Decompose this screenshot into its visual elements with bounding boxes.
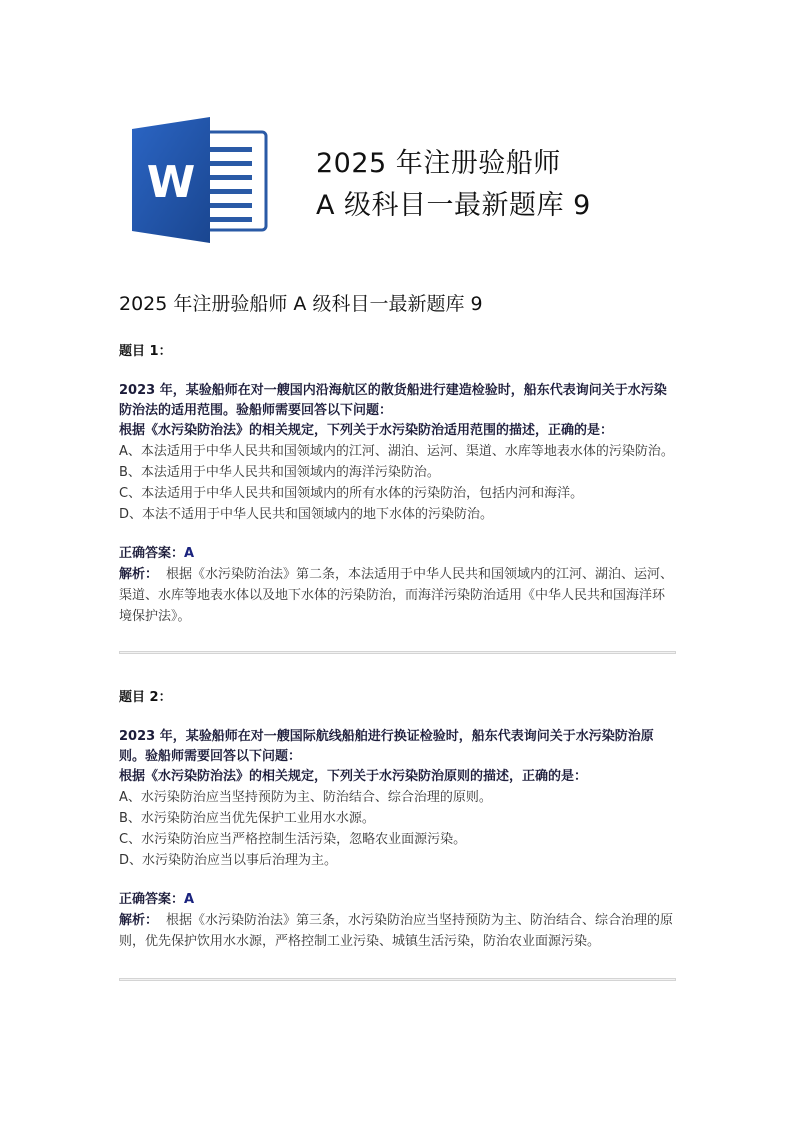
analysis bbox=[119, 564, 676, 627]
correct-answer bbox=[119, 890, 676, 910]
answer-value: A bbox=[184, 546, 195, 561]
question-stem: 2023 年，某验船师在对一艘国际航线船舶进行换证检验时，船东代表询问关于水污染防治原则。验船师需要回答以下问题： bbox=[119, 729, 654, 764]
cover-title-line2: A 级科目一最新题库 9 bbox=[316, 190, 591, 221]
option-a: A、水污染防治应当坚持预防为主、防治结合、综合治理的原则。 bbox=[119, 790, 492, 805]
question-prompt: 根据《水污染防治法》的相关规定，下列关于水污染防治适用范围的描述，正确的是： bbox=[119, 423, 614, 438]
option-b: B、水污染防治应当优先保护工业用水水源。 bbox=[119, 811, 375, 826]
analysis-text: 根据《水污染防治法》第二条，本法适用于中华人民共和国领域内的江河、湖泊、运河、渠道、水库等地表水体以及地下水体的污染防治，而海洋污染防治适用《中华人民共和国海洋环境保护法》。 bbox=[119, 567, 674, 624]
analysis-label: 解析： bbox=[119, 567, 159, 582]
question-heading: 题目 2： bbox=[119, 690, 172, 705]
option-a: A、本法适用于中华人民共和国领域内的江河、湖泊、运河、渠道、水库等地表水体的污染防治。 bbox=[119, 444, 674, 459]
correct-answer bbox=[119, 544, 676, 564]
question-prompt: 根据《水污染防治法》的相关规定，下列关于水污染防治原则的描述，正确的是： bbox=[119, 769, 588, 784]
option-c: C、水污染防治应当严格控制生活污染，忽略农业面源污染。 bbox=[119, 832, 467, 847]
document-body bbox=[119, 290, 676, 981]
answer-value: A bbox=[184, 892, 195, 907]
answer-label: 正确答案： bbox=[119, 892, 185, 907]
option-d: D、本法不适用于中华人民共和国领域内的地下水体的污染防治。 bbox=[119, 507, 494, 522]
section-divider bbox=[119, 651, 676, 654]
document-title: 2025 年注册验船师 A 级科目一最新题库 9 bbox=[119, 293, 483, 315]
question-stem: 2023 年，某验船师在对一艘国内沿海航区的散货船进行建造检验时，船东代表询问关于水污染防治法的适用范围。验船师需要回答以下问题： bbox=[119, 383, 667, 418]
analysis-text: 根据《水污染防治法》第三条，水污染防治应当坚持预防为主、防治结合、综合治理的原则，优先保护饮用水水源，严格控制工业污染、城镇生活污染，防治农业面源污染。 bbox=[119, 913, 674, 949]
question-1 bbox=[119, 342, 676, 654]
option-d: D、水污染防治应当以事后治理为主。 bbox=[119, 853, 338, 868]
cover-header bbox=[130, 115, 670, 245]
analysis-label: 解析： bbox=[119, 913, 159, 928]
microsoft-word-icon bbox=[130, 115, 270, 245]
question-heading: 题目 1： bbox=[119, 344, 172, 359]
section-divider bbox=[119, 978, 676, 981]
cover-title-line1: 2025 年注册验船师 bbox=[316, 148, 561, 179]
svg-text:W: W bbox=[146, 157, 196, 208]
option-c: C、本法适用于中华人民共和国领域内的所有水体的污染防治，包括内河和海洋。 bbox=[119, 486, 584, 501]
answer-label: 正确答案： bbox=[119, 546, 185, 561]
question-2 bbox=[119, 688, 676, 981]
cover-title bbox=[316, 143, 591, 227]
analysis bbox=[119, 910, 676, 952]
option-b: B、本法适用于中华人民共和国领域内的海洋污染防治。 bbox=[119, 465, 440, 480]
